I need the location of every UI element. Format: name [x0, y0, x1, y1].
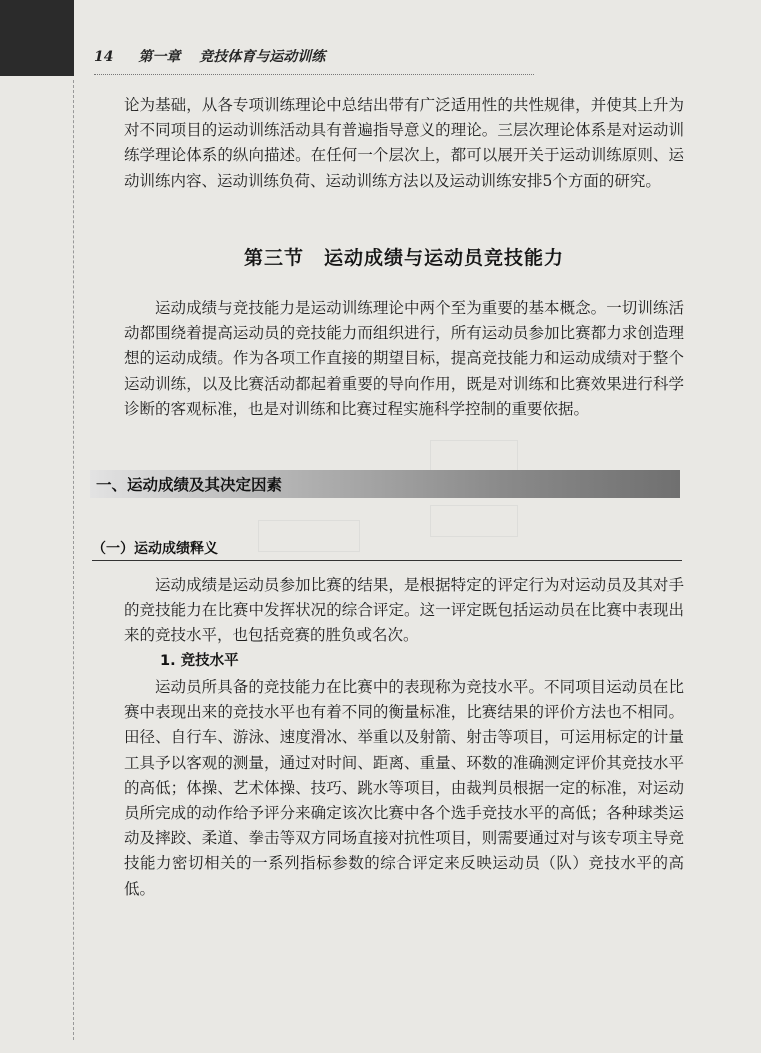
page-corner-tab: [0, 0, 74, 76]
item-title: 1. 竞技水平: [160, 653, 239, 669]
chapter-label: 第一章: [138, 49, 181, 65]
gutter-line: [73, 80, 74, 1040]
chapter-title: 竞技体育与运动训练: [199, 49, 326, 65]
subsection-title: 一、运动成绩及其决定因素: [96, 476, 283, 494]
subsubsection-paragraph: 运动成绩是运动员参加比赛的结果，是根据特定的评定行为对运动员及其对手的竞技能力在比赛中发挥状况的综合评定。这一评定既包括运动员在比赛中表现出来的竞技水平，也包括竞赛的胜负或名次。: [124, 576, 684, 645]
intro-paragraph: 论为基础，从各专项训练理论中总结出带有广泛适用性的共性规律，并使其上升为对不同项目的运动训练活动具有普遍指导意义的理论。三层次理论体系是对运动训练学理论体系的纵向描述。在任何一个层次上，都可以展开关于运动训练原则、运动训练内容、运动训练负荷、运动训练方法以及运动训练安排5个方面的研究。: [124, 96, 684, 190]
header-rule: [94, 74, 534, 75]
bleed-through-box: [430, 505, 518, 537]
section-title: 第三节 运动成绩与运动员竞技能力: [243, 247, 564, 269]
bleed-through-box: [258, 520, 360, 552]
subsubsection-title: （一）运动成绩释义: [92, 541, 218, 557]
subsubsection-rule: [92, 560, 682, 561]
item-paragraph: 运动员所具备的竞技能力在比赛中的表现称为竞技水平。不同项目运动员在比赛中表现出来的竞技水平也有着不同的衡量标准，比赛结果的评价方法也不相同。田径、自行车、游泳、速度滑冰、举重以及射箭、射击等项目，可运用标定的计量工具予以客观的测量，通过对时间、距离、重量、环数的准确测定评价其竞技水平的高低；体操、艺术体操、技巧、跳水等项目，由裁判员根据一定的标准，对运动员所完成的动作给予评分来确定该次比赛中各个选手竞技水平的高低；各种球类运动及摔跤、柔道、拳击等双方同场直接对抗性项目，则需要通过对与该专项主导竞技能力密切相关的一系列指标参数的综合评定来反映运动员（队）竞技水平的高低。: [124, 678, 684, 898]
running-header: [94, 46, 734, 72]
section-paragraph: 运动成绩与竞技能力是运动训练理论中两个至为重要的基本概念。一切训练活动都围绕着提高运动员的竞技能力而组织进行，所有运动员参加比赛都力求创造理想的运动成绩。作为各项工作直接的期望目标，提高竞技能力和运动成绩对于整个运动训练，以及比赛活动都起着重要的导向作用，既是对训练和比赛效果进行科学诊断的客观标准，也是对训练和比赛过程实施科学控制的重要依据。: [124, 299, 684, 418]
bleed-through-box: [430, 440, 518, 472]
page-number: 14: [94, 49, 114, 65]
